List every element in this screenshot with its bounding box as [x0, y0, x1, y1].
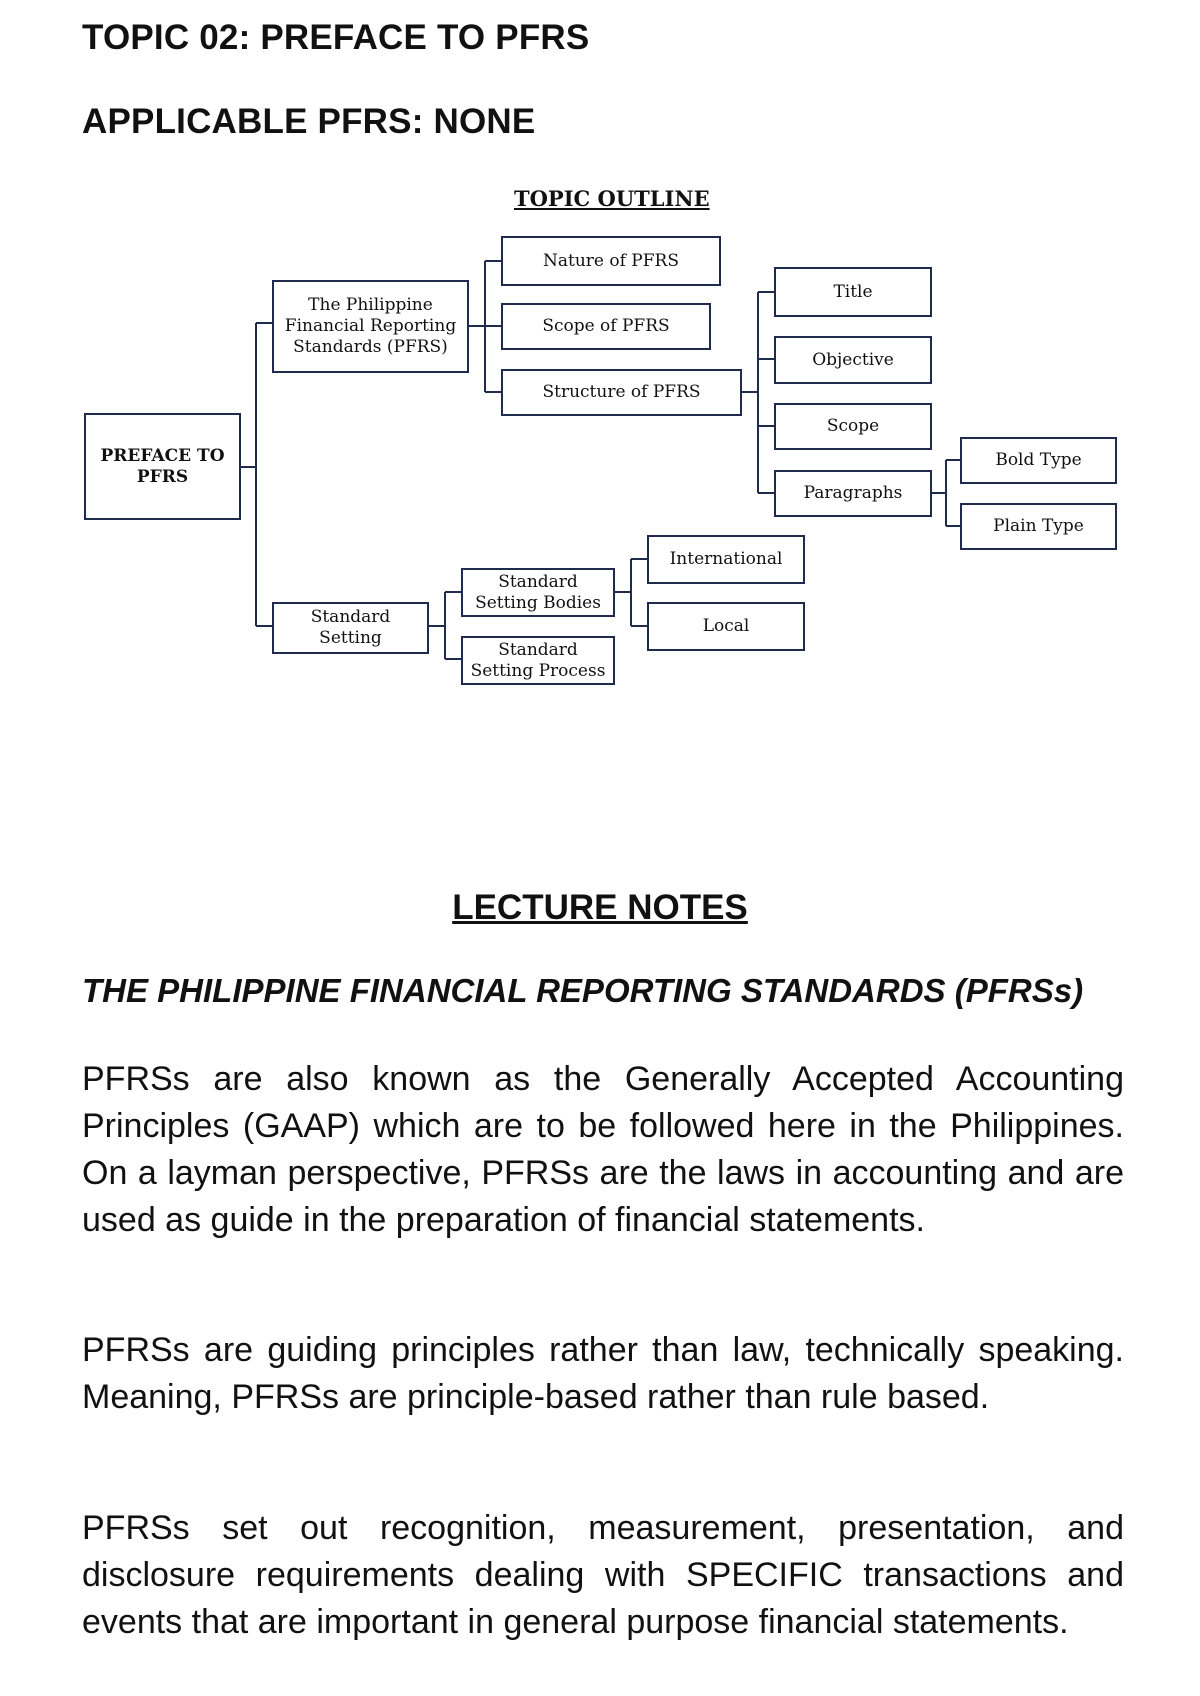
node-local: Local	[647, 602, 805, 651]
node-scope: Scope	[774, 403, 932, 450]
paragraph: PFRSs set out recognition, measurement, presentation, and disclosure requirements dealing with SPECIFIC transactions and events that are important in general purpose financial statements.	[82, 1509, 1124, 1641]
topic-outline-title: TOPIC OUTLINE	[514, 186, 710, 211]
node-international: International	[647, 535, 805, 584]
node-plain-type: Plain Type	[960, 503, 1117, 550]
node-standard-setting: Standard Setting	[272, 602, 429, 654]
node-preface-to-pfrs: PREFACE TO PFRS	[84, 413, 241, 520]
paragraph: PFRSs are guiding principles rather than law, technically speaking. Meaning, PFRSs are principle-based rather than rule based.	[82, 1331, 1124, 1416]
node-objective: Objective	[774, 336, 932, 384]
node-standard-setting-bodies: Standard Setting Bodies	[461, 568, 615, 617]
section-title: THE PHILIPPINE FINANCIAL REPORTING STANDARDS (PFRSs)	[82, 972, 1084, 1009]
node-bold-type: Bold Type	[960, 437, 1117, 484]
lecture-notes-heading: LECTURE NOTES	[452, 888, 748, 927]
paragraph: PFRSs are also known as the Generally Accepted Accounting Principles (GAAP) which are to be followed here in the Philippines. On a layman perspective, PFRSs are the laws in accounting and are used as guide in the preparation of financial statements.	[82, 1060, 1124, 1239]
applicable-pfrs-heading: APPLICABLE PFRS: NONE	[82, 102, 536, 141]
node-paragraphs: Paragraphs	[774, 470, 932, 517]
node-scope-of-pfrs: Scope of PFRS	[501, 303, 711, 350]
node-pfrs: The Philippine Financial Reporting Standards (PFRS)	[272, 280, 469, 373]
node-title: Title	[774, 267, 932, 317]
node-nature-of-pfrs: Nature of PFRS	[501, 236, 721, 286]
topic-title: TOPIC 02: PREFACE TO PFRS	[82, 18, 590, 57]
node-standard-setting-process: Standard Setting Process	[461, 636, 615, 685]
node-structure-of-pfrs: Structure of PFRS	[501, 369, 742, 416]
